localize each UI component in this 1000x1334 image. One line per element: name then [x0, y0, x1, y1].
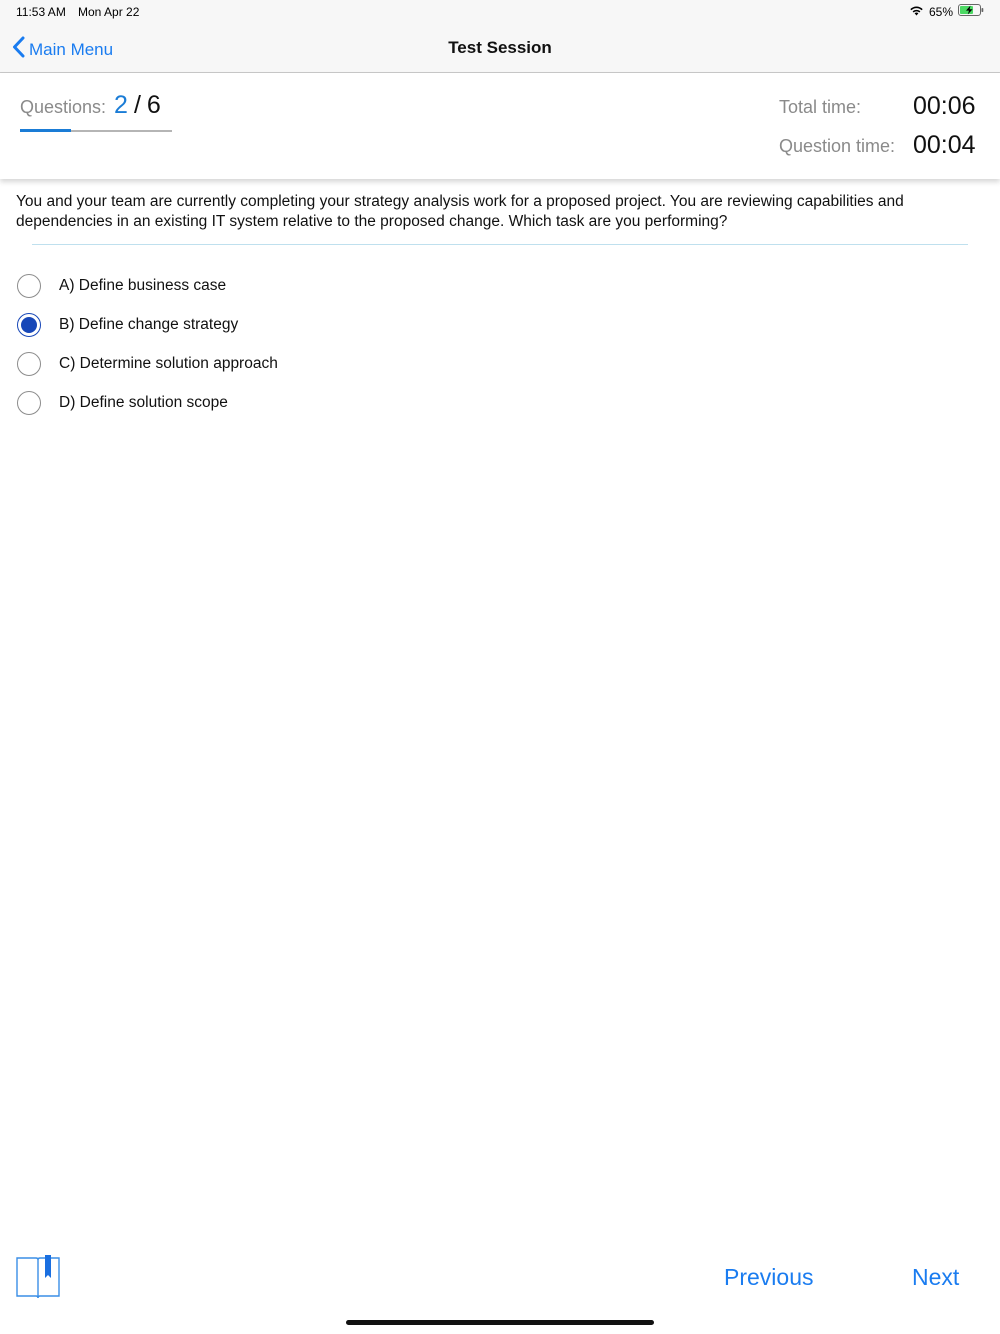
- option-d[interactable]: [17, 383, 278, 422]
- back-button-label: Main Menu: [29, 39, 114, 59]
- question-progress-bar: [20, 130, 172, 132]
- question-divider: [32, 244, 968, 245]
- questions-label: Questions:: [20, 97, 107, 117]
- radio-button[interactable]: [17, 274, 41, 298]
- radio-button[interactable]: [17, 313, 41, 337]
- previous-button[interactable]: Previous: [724, 1264, 814, 1290]
- next-button[interactable]: Next: [912, 1264, 960, 1290]
- total-questions-number: 6: [146, 91, 161, 119]
- question-text: You and your team are currently completing your strategy analysis work for a proposed project. You are reviewing capabilities and dependencies in an existing IT system relative to the proposed change. Which task are you performing?: [16, 193, 904, 230]
- wifi-icon: [909, 5, 924, 19]
- question-progress-fill: [20, 129, 71, 132]
- radio-selected-dot: [21, 317, 37, 333]
- option-c[interactable]: [17, 344, 278, 383]
- total-time-value: 00:06: [913, 92, 976, 120]
- home-indicator: [346, 1320, 654, 1325]
- radio-button[interactable]: [17, 391, 41, 415]
- answer-options: [17, 266, 278, 422]
- option-label: B) Define change strategy: [59, 315, 239, 333]
- option-label: A) Define business case: [59, 276, 227, 294]
- question-time-value: 00:04: [913, 131, 976, 159]
- option-label: D) Define solution scope: [59, 393, 228, 411]
- status-bar: [0, 0, 1000, 24]
- option-label: C) Determine solution approach: [59, 354, 278, 372]
- status-date: Mon Apr 22: [78, 5, 140, 19]
- page-title: Test Session: [448, 38, 552, 57]
- question-time-label: Question time:: [779, 136, 896, 156]
- bookmark-book-icon: [15, 1287, 61, 1304]
- option-b[interactable]: [17, 305, 278, 344]
- bookmark-book-button[interactable]: [15, 1254, 61, 1300]
- battery-percent: 65%: [928, 4, 953, 19]
- radio-button[interactable]: [17, 352, 41, 376]
- session-header: [0, 73, 1000, 179]
- status-time: 11:53 AM: [16, 5, 66, 19]
- battery-charging-icon: [958, 4, 984, 19]
- current-question-number: 2: [114, 91, 128, 119]
- option-a[interactable]: [17, 266, 278, 305]
- counter-separator: /: [133, 91, 141, 119]
- question-counter: [20, 91, 161, 120]
- navigation-bar: [0, 24, 1000, 73]
- status-indicators: [909, 4, 984, 19]
- total-time-label: Total time:: [779, 97, 862, 117]
